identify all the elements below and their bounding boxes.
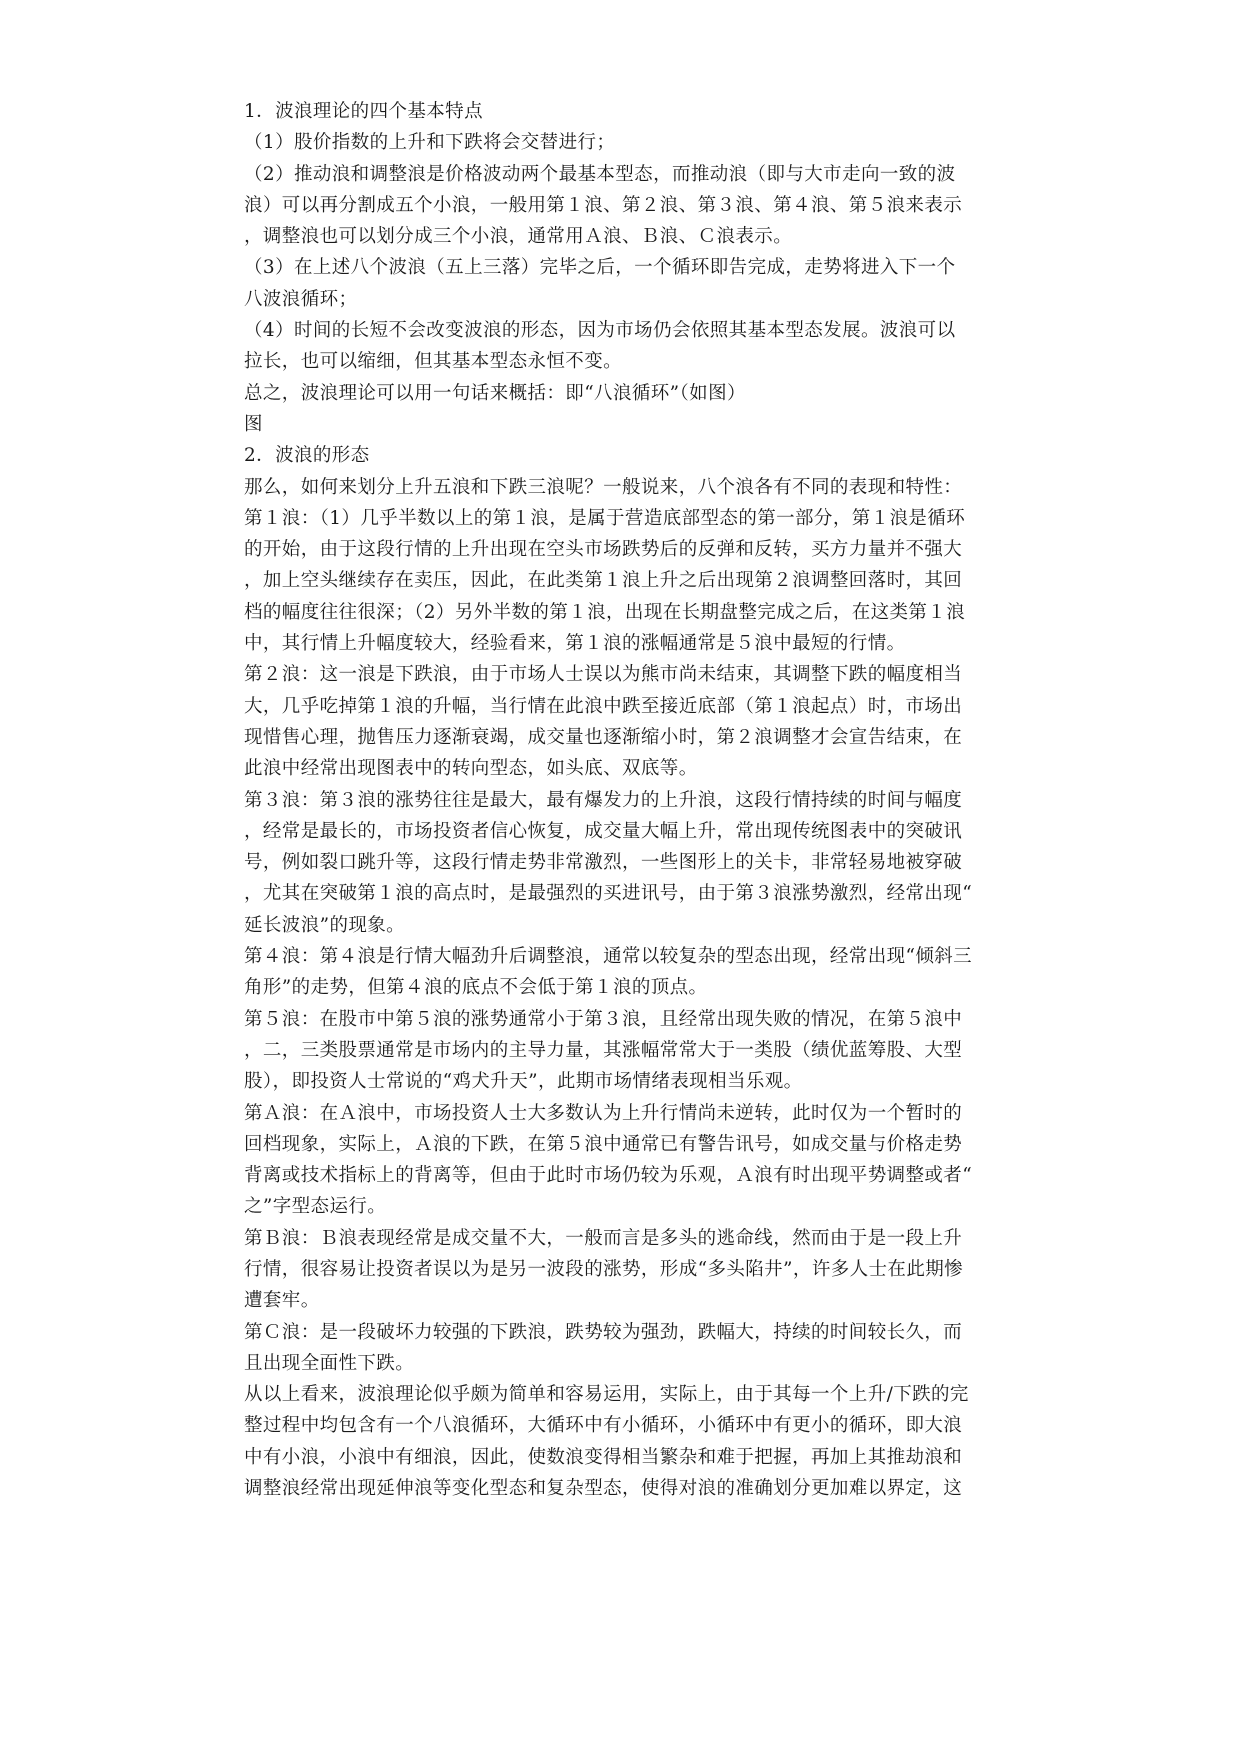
text-line: ，二，三类股票通常是市场内的主导力量，其涨幅常常大于一类股（绩优蓝筹股、大型 <box>244 1039 963 1061</box>
text-line: ，调整浪也可以划分成三个小浪，通常用Ａ浪、Ｂ浪、Ｃ浪表示。 <box>244 226 793 248</box>
text-line: 调整浪经常出现延伸浪等变化型态和复杂型态，使得对浪的准确划分更加难以界定，这 <box>244 1478 963 1500</box>
text-line: 从以上看来，波浪理论似乎颇为简单和容易运用，实际上，由于其每一个上升/下跌的完 <box>244 1384 969 1406</box>
text-line: ，尤其在突破第１浪的高点时，是最强烈的买进讯号，由于第３浪涨势激烈，经常出现“ <box>244 883 973 905</box>
text-line: （1）股价指数的上升和下跌将会交替进行； <box>244 132 616 154</box>
text-line: 角形”的走势，但第４浪的底点不会低于第１浪的顶点。 <box>244 977 708 999</box>
text-line: 第１浪：（1）几乎半数以上的第１浪，是属于营造底部型态的第一部分，第１浪是循环 <box>244 507 966 529</box>
text-line: 1．波浪理论的四个基本特点 <box>244 101 483 122</box>
text-line: ，加上空头继续存在卖压，因此，在此类第１浪上升之后出现第２浪调整回落时，其回 <box>244 570 963 592</box>
text-line: 第Ａ浪：在Ａ浪中，市场投资人士大多数认为上升行情尚未逆转，此时仅为一个暂时的 <box>244 1102 963 1124</box>
text-line: 背离或技术指标上的背离等，但由于此时市场仍较为乐观，Ａ浪有时出现平势调整或者“ <box>244 1165 973 1187</box>
text-line: 第５浪：在股市中第５浪的涨势通常小于第３浪，且经常出现失败的情况，在第５浪中 <box>244 1008 963 1030</box>
text-line: 整过程中均包含有一个八浪循环，大循环中有小循环，小循环中有更小的循环，即大浪 <box>244 1415 963 1437</box>
text-line: （3）在上述八个波浪（五上三落）完毕之后，一个循环即告完成，走势将进入下一个 <box>244 257 956 279</box>
text-line: 第４浪：第４浪是行情大幅劲升后调整浪，通常以较复杂的型态出现，经常出现“倾斜三 <box>244 946 973 968</box>
text-line: 此浪中经常出现图表中的转向型态，如头底、双底等。 <box>244 758 698 780</box>
text-line: 第２浪：这一浪是下跌浪，由于市场人士误以为熊市尚未结束，其调整下跌的幅度相当 <box>244 664 963 686</box>
text-line: 中，其行情上升幅度较大，经验看来，第１浪的涨幅通常是５浪中最短的行情。 <box>244 633 906 655</box>
text-line: 浪）可以再分割成五个小浪，一般用第１浪、第２浪、第３浪、第４浪、第５浪来表示 <box>244 194 963 216</box>
text-line: （4）时间的长短不会改变波浪的形态，因为市场仍会依照其基本型态发展。波浪可以 <box>244 320 956 342</box>
text-line: 之”字型态运行。 <box>244 1196 387 1218</box>
text-line: 总之，波浪理论可以用一句话来概括：即“八浪循环”（如图） <box>244 382 746 404</box>
text-line: 第３浪：第３浪的涨势往往是最大，最有爆发力的上升浪，这段行情持续的时间与幅度 <box>244 789 963 811</box>
text-line: 遭套牢。 <box>244 1290 320 1312</box>
document-body <box>244 96 1074 1504</box>
text-line: 第Ｂ浪：Ｂ浪表现经常是成交量不大，一般而言是多头的逃命线，然而由于是一段上升 <box>244 1227 963 1249</box>
text-line: 八波浪循环； <box>244 288 358 310</box>
text-line: 档的幅度往往很深；（2）另外半数的第１浪，出现在长期盘整完成之后，在这类第１浪 <box>244 601 966 623</box>
text-line: 的开始，由于这段行情的上升出现在空头市场跌势后的反弹和反转，买方力量并不强大 <box>244 539 963 561</box>
text-line: （2）推动浪和调整浪是价格波动两个最基本型态，而推动浪（即与大市走向一致的波 <box>244 163 956 185</box>
text-line: 且出现全面性下跌。 <box>244 1352 415 1374</box>
text-line: 图 <box>244 413 263 435</box>
text-line: 行情，很容易让投资者误以为是另一波段的涨势，形成“多头陷井”，许多人士在此期惨 <box>244 1258 964 1280</box>
text-line: 号，例如裂口跳升等，这段行情走势非常激烈，一些图形上的关卡，非常轻易地被穿破 <box>244 852 963 874</box>
text-line: 股），即投资人士常说的“鸡犬升天”，此期市场情绪表现相当乐观。 <box>244 1071 803 1093</box>
text-line: 回档现象，实际上，Ａ浪的下跌，在第５浪中通常已有警告讯号，如成交量与价格走势 <box>244 1133 963 1155</box>
text-line: 那么，如何来划分上升五浪和下跌三浪呢？一般说来，八个浪各有不同的表现和特性： <box>244 476 963 498</box>
text-line: 现惜售心理，抛售压力逐渐衰竭，成交量也逐渐缩小时，第２浪调整才会宣告结束，在 <box>244 726 963 748</box>
text-line: 第Ｃ浪：是一段破坏力较强的下跌浪，跌势较为强劲，跌幅大，持续的时间较长久，而 <box>244 1321 963 1343</box>
text-line: 大，几乎吃掉第１浪的升幅，当行情在此浪中跌至接近底部（第１浪起点）时，市场出 <box>244 695 963 717</box>
text-line: 延长波浪”的现象。 <box>244 914 406 936</box>
text-line: 中有小浪，小浪中有细浪，因此，使数浪变得相当繁杂和难于把握，再加上其推劫浪和 <box>244 1446 963 1468</box>
text-line: 拉长，也可以缩细，但其基本型态永恒不变。 <box>244 351 623 373</box>
text-line: ，经常是最长的，市场投资者信心恢复，成交量大幅上升，常出现传统图表中的突破讯 <box>244 820 963 842</box>
text-line: 2．波浪的形态 <box>244 445 370 467</box>
